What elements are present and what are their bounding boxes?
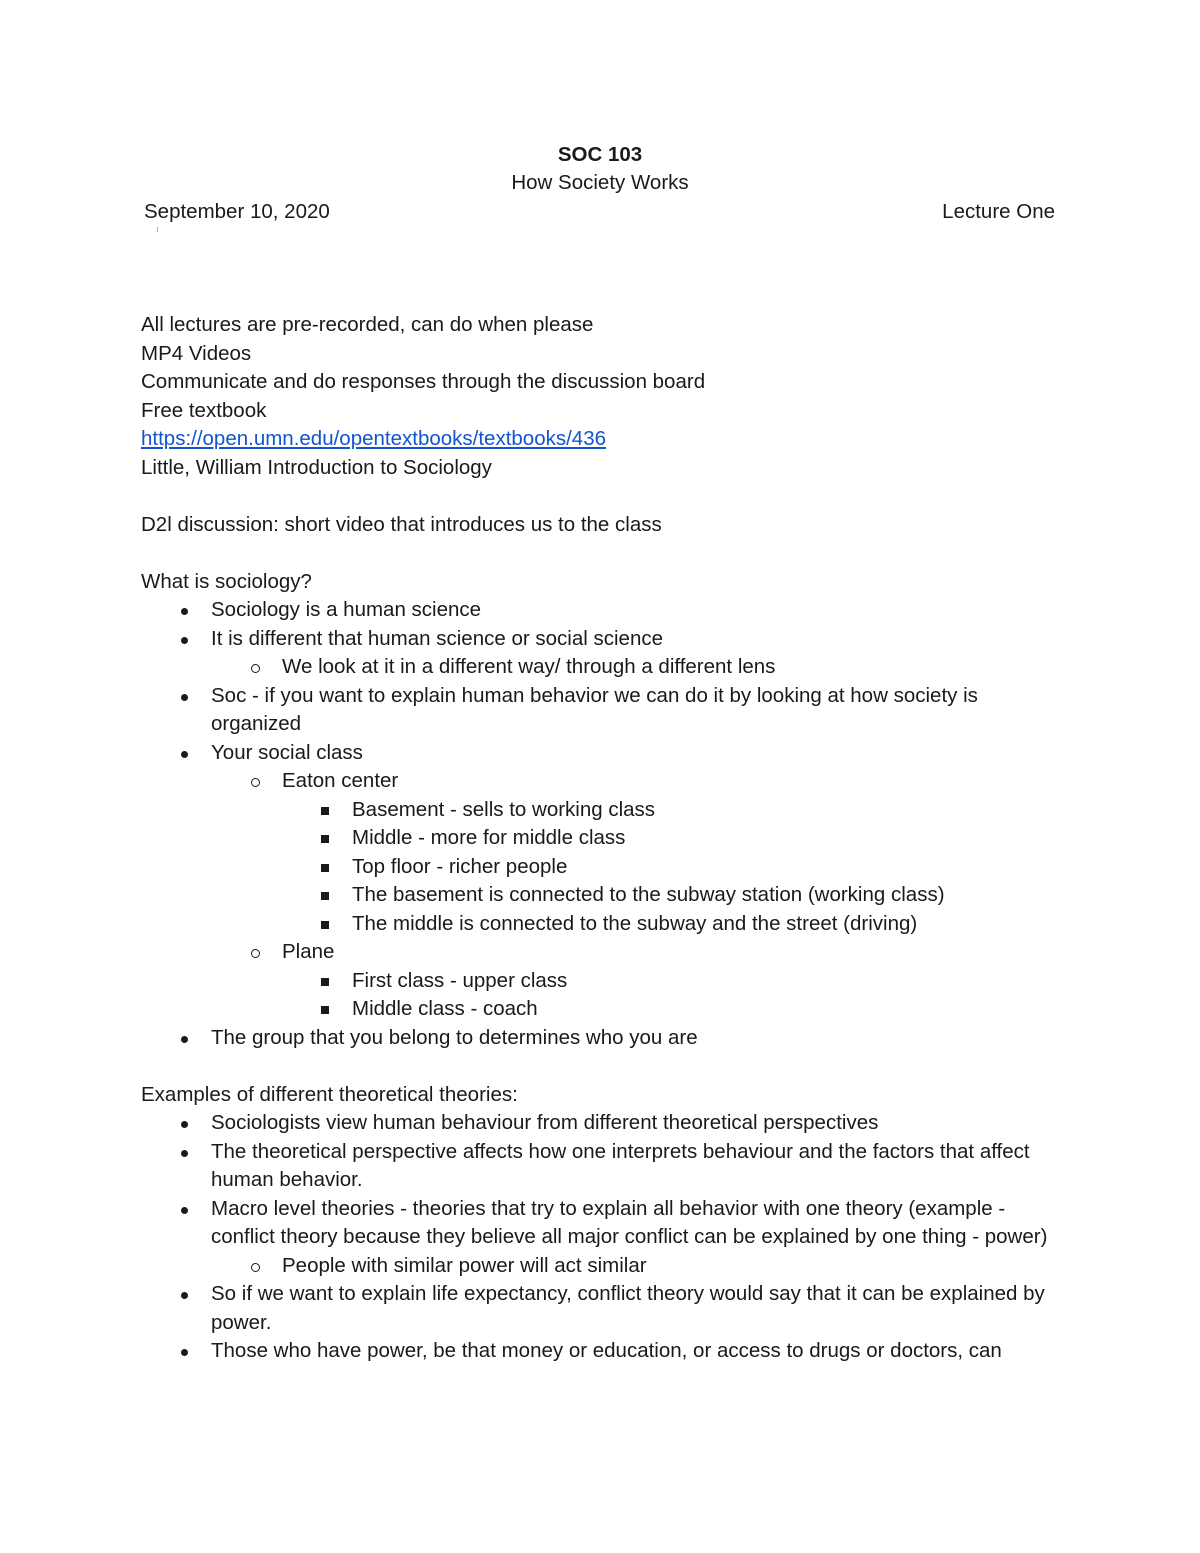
list-item: So if we want to explain life expectancy, conflict theory would say that it can be explained by power. <box>141 1280 1056 1337</box>
bullet-icon <box>181 694 188 701</box>
blank-line <box>141 482 1056 511</box>
bullet-icon <box>181 608 188 615</box>
hollow-bullet-icon <box>251 949 260 958</box>
bullet-icon <box>181 1036 188 1043</box>
bullet-icon <box>181 1207 188 1214</box>
course-subtitle: How Society Works <box>511 171 689 194</box>
hollow-bullet-icon <box>251 664 260 673</box>
list-item: The theoretical perspective affects how one interprets behaviour and the factors that affect human behavior. <box>141 1138 1056 1195</box>
bullet-icon <box>181 751 188 758</box>
blank-line <box>141 1052 1056 1081</box>
square-bullet-icon <box>321 892 329 900</box>
list-item: Your social class <box>141 739 1056 768</box>
list-item: First class - upper class <box>141 967 1056 996</box>
list-item: Soc - if you want to explain human behavior we can do it by looking at how society is organized <box>141 682 1056 739</box>
list-item: We look at it in a different way/ through a different lens <box>141 653 1056 682</box>
square-bullet-icon <box>321 921 329 929</box>
textbook-link[interactable]: https://open.umn.edu/opentextbooks/textbooks/436 <box>141 427 606 450</box>
square-bullet-icon <box>321 1006 329 1014</box>
intro-line: MP4 Videos <box>141 341 252 365</box>
lecture-date: September 10, 2020 <box>144 200 330 223</box>
textbook-citation: Little, William Introduction to Sociology <box>141 455 492 479</box>
bullet-icon <box>181 1292 188 1299</box>
square-bullet-icon <box>321 864 329 872</box>
cursor-tick <box>157 227 158 232</box>
d2l-note: D2l discussion: short video that introduces us to the class <box>141 512 662 536</box>
list-item: The basement is connected to the subway station (working class) <box>141 881 1056 910</box>
bullet-icon <box>181 1121 188 1128</box>
course-title: SOC 103 <box>557 143 643 166</box>
list-item: Top floor - richer people <box>141 853 1056 882</box>
list-item: People with similar power will act similar <box>141 1252 1056 1281</box>
list-item: It is different that human science or social science <box>141 625 1056 654</box>
lecture-number: Lecture One <box>942 200 1055 223</box>
bullet-icon <box>181 1349 188 1356</box>
bullet-list <box>141 596 1056 1052</box>
list-item: Middle class - coach <box>141 995 1056 1024</box>
bullet-list <box>141 1109 1056 1366</box>
list-item: Middle - more for middle class <box>141 824 1056 853</box>
section-heading: What is sociology? <box>141 569 312 593</box>
list-item: Sociology is a human science <box>141 596 1056 625</box>
intro-line: Communicate and do responses through the discussion board <box>141 370 706 393</box>
list-item: Macro level theories - theories that try to explain all behavior with one theory (example - conflict theory because they believe all major conflict can be explained by one thing - power) <box>141 1195 1056 1252</box>
bullet-icon <box>181 637 188 644</box>
hollow-bullet-icon <box>251 1263 260 1272</box>
intro-line: All lectures are pre-recorded, can do when please <box>141 313 594 336</box>
list-item: Those who have power, be that money or education, or access to drugs or doctors, can <box>141 1337 1056 1366</box>
list-item: Plane <box>141 938 1056 967</box>
intro-line: Free textbook <box>141 398 267 422</box>
section-heading: Examples of different theoretical theories: <box>141 1082 518 1106</box>
square-bullet-icon <box>321 807 329 815</box>
notes-body <box>141 311 1056 1366</box>
hollow-bullet-icon <box>251 778 260 787</box>
list-item: Eaton center <box>141 767 1056 796</box>
bullet-icon <box>181 1150 188 1157</box>
list-item: The group that you belong to determines who you are <box>141 1024 1056 1053</box>
list-item: The middle is connected to the subway and the street (driving) <box>141 910 1056 939</box>
blank-line <box>141 539 1056 568</box>
list-item: Sociologists view human behaviour from different theoretical perspectives <box>141 1109 1056 1138</box>
square-bullet-icon <box>321 978 329 986</box>
list-item: Basement - sells to working class <box>141 796 1056 825</box>
square-bullet-icon <box>321 835 329 843</box>
